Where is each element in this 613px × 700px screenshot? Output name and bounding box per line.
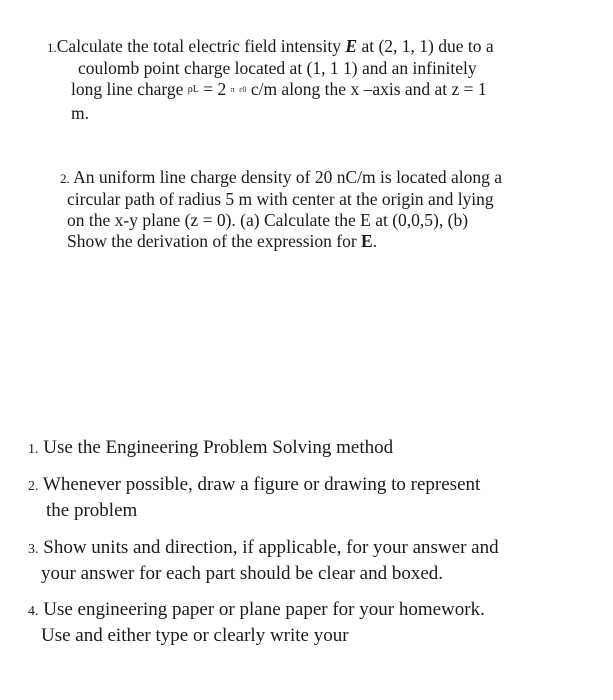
instruction-3-line-1 xyxy=(28,536,499,562)
problem-1 xyxy=(47,36,494,124)
problem-1-text-c: at (2, 1, 1) due to a xyxy=(357,36,494,56)
problem-2-line-3: on the x-y plane (z = 0). (a) Calculate the E at (0,0,5), (b) xyxy=(67,210,469,230)
problem-1-number: 1. xyxy=(47,40,57,55)
problem-2-line-4-c: . xyxy=(372,231,378,251)
problem-2-symbol-e: E xyxy=(361,231,373,251)
instruction-4-number: 4. xyxy=(28,604,39,619)
problem-2-line-4-a: Show the derivation of the expression for xyxy=(67,231,362,251)
problem-1-line-2: coulomb point charge located at (1, 1 1) and an infinitely xyxy=(78,58,477,78)
problem-2-line-1 xyxy=(60,167,502,189)
problem-2-number: 2. xyxy=(60,171,70,186)
instruction-1-line-1 xyxy=(28,436,393,462)
instruction-4 xyxy=(28,598,485,648)
instruction-3 xyxy=(28,536,499,586)
problem-1-line-1 xyxy=(47,36,494,58)
instruction-1 xyxy=(28,436,393,462)
problem-2 xyxy=(60,167,502,252)
instruction-3-text: Show units and direction, if applicable, for your answer and xyxy=(43,537,499,558)
instruction-3-line-2: your answer for each part should be clear and boxed. xyxy=(41,563,444,584)
problem-1-line-4: m. xyxy=(71,103,89,123)
instruction-2-line-1 xyxy=(28,473,480,499)
instruction-4-text: Use engineering paper or plane paper for your homework. xyxy=(43,599,485,620)
instruction-2-line-2: the problem xyxy=(46,500,138,521)
rho-l-symbol: ρL xyxy=(187,84,199,95)
instruction-1-text: Use the Engineering Problem Solving method xyxy=(43,437,394,458)
problem-1-text-a: Calculate the total electric field intensity xyxy=(56,36,346,56)
epsilon-zero-symbol: ε0 xyxy=(239,85,247,94)
instruction-3-number: 3. xyxy=(28,542,39,557)
problem-1-line-3 xyxy=(47,79,494,103)
problem-1-line-3-c: c/m along the x –axis and at z = 1 xyxy=(246,79,487,99)
instruction-2-number: 2. xyxy=(28,479,39,494)
problem-1-line-3-b: = 2 xyxy=(198,79,231,99)
problem-1-line-3-a: long line charge xyxy=(71,79,188,99)
instruction-4-line-2: Use and either type or clearly write your xyxy=(41,625,349,646)
problem-2-text-1: An uniform line charge density of 20 nC/m is located along a xyxy=(73,167,502,187)
instruction-2-text: Whenever possible, draw a figure or drawing to represent xyxy=(42,474,481,495)
instruction-1-number: 1. xyxy=(28,442,39,457)
problem-2-line-4 xyxy=(60,231,502,252)
instruction-2 xyxy=(28,473,480,523)
problem-1-symbol-e: E xyxy=(345,36,358,56)
problem-2-line-2: circular path of radius 5 m with center at the origin and lying xyxy=(67,189,494,209)
instruction-4-line-1 xyxy=(28,598,485,624)
pi-symbol: π xyxy=(230,85,235,94)
